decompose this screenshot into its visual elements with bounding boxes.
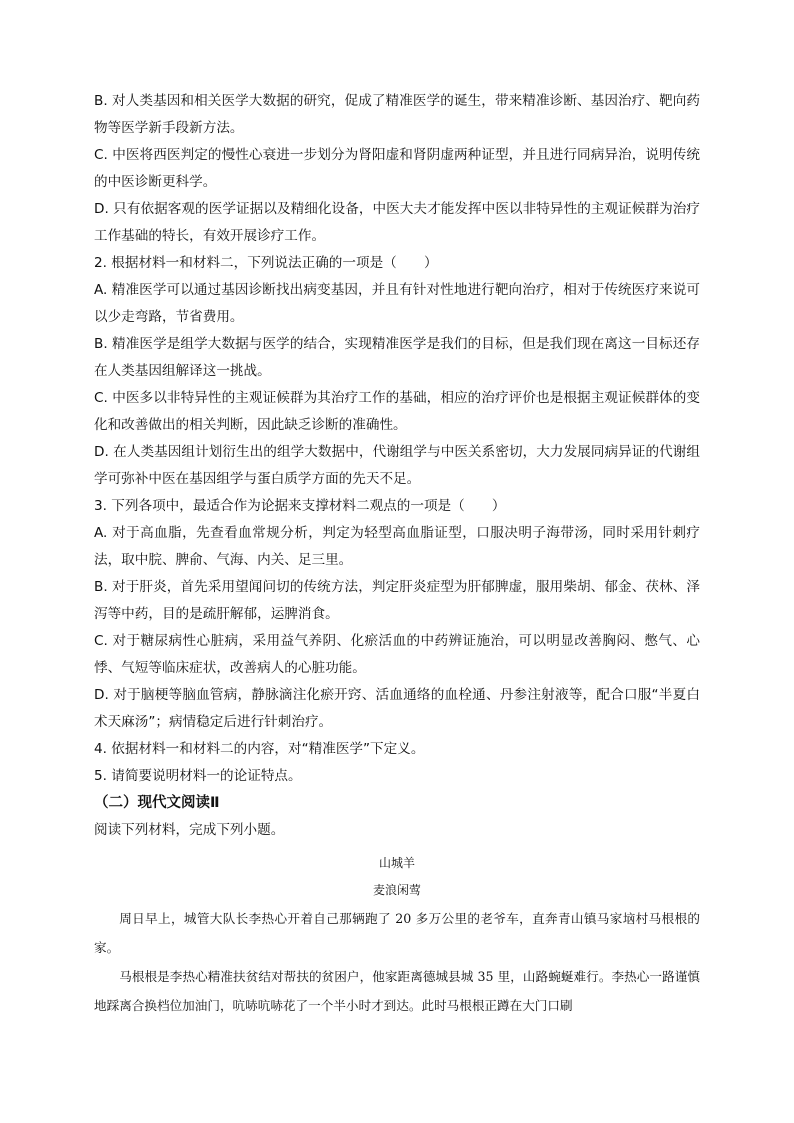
q3-option-c: C. 对于糖尿病性心脏病，采用益气养阴、化瘀活血的中药辨证施治，可以明显改善胸闷、憋气、心悸、气短等临床症状，改善病人的心脏功能。 <box>94 633 700 676</box>
q2-option-a: A. 精准医学可以通过基因诊断找出病变基因，并且有针对性地进行靶向治疗，相对于传统医疗来说可以少走弯路，节省费用。 <box>94 282 700 325</box>
q2-stem: 2. 根据材料一和材料二，下列说法正确的一项是（ ） <box>94 255 438 271</box>
q1-option-d: D. 只有依据客观的医学证据以及精细化设备，中医大夫才能发挥中医以非特异性的主观证候群为治疗工作基础的特长，有效开展诊疗工作。 <box>94 201 700 244</box>
q2-option-c: C. 中医多以非特异性的主观证候群为其治疗工作的基础，相应的治疗评价也是根据主观证候群体的变化和改善做出的相关判断，因此缺乏诊断的准确性。 <box>94 390 700 433</box>
q1-option-c: C. 中医将西医判定的慢性心衰进一步划分为肾阳虚和肾阴虚两种证型，并且进行同病异治，说明传统的中医诊断更科学。 <box>94 147 700 190</box>
story-paragraph: 周日早上，城管大队长李热心开着自己那辆跑了 20 多万公里的老爷车，直奔青山镇马家垴村马根根的家。 <box>94 911 700 955</box>
instruction: 阅读下列材料，完成下列小题。 <box>94 822 285 838</box>
document-body <box>94 88 700 1020</box>
q3-option-d: D. 对于脑梗等脑血管病，静脉滴注化瘀开窍、活血通络的血栓通、丹参注射液等，配合口服“半夏白术天麻汤”；病情稳定后进行针刺治疗。 <box>94 687 700 730</box>
q1-option-b: B. 对人类基因和相关医学大数据的研究，促成了精准医学的诞生，带来精准诊断、基因治疗、靶向药物等医学新手段新方法。 <box>94 93 700 136</box>
q4: 4. 依据材料一和材料二的内容，对“精准医学”下定义。 <box>94 741 425 757</box>
story-author: 麦浪闲莺 <box>372 883 421 897</box>
section-heading: （二）现代文阅读Ⅱ <box>94 795 220 811</box>
q3-option-b: B. 对于肝炎，首先采用望闻问切的传统方法，判定肝炎症型为肝郁脾虚，服用柴胡、郁金、茯林、泽泻等中药，目的是疏肝解郁，运脾消食。 <box>94 579 700 622</box>
q5: 5. 请简要说明材料一的论证特点。 <box>94 768 302 784</box>
q2-option-d: D. 在人类基因组计划衍生出的组学大数据中，代谢组学与中医关系密切，大力发展同病异证的代谢组学可弥补中医在基因组学与蛋白质学方面的先天不足。 <box>94 444 700 487</box>
story-title: 山城羊 <box>378 856 415 870</box>
q2-option-b: B. 精准医学是组学大数据与医学的结合，实现精准医学是我们的目标，但是我们现在离这一目标还存在人类基因组解译这一挑战。 <box>94 336 700 379</box>
q3-option-a: A. 对于高血脂，先查看血常规分析，判定为轻型高血脂证型，口服决明子海带汤，同时采用针刺疗法，取中脘、脾俞、气海、内关、足三里。 <box>94 525 700 568</box>
story-paragraph: 马根根是李热心精准扶贫结对帮扶的贫困户，他家距离德城县城 35 里，山路蜿蜒难行。李热心一路谨慎地踩离合换档位加油门，吭哧吭哧花了一个半小时才到达。此时马根根正蹲在大门口刷 <box>94 969 700 1013</box>
q3-stem: 3. 下列各项中，最适合作为论据来支撑材料二观点的一项是（ ） <box>94 498 506 514</box>
